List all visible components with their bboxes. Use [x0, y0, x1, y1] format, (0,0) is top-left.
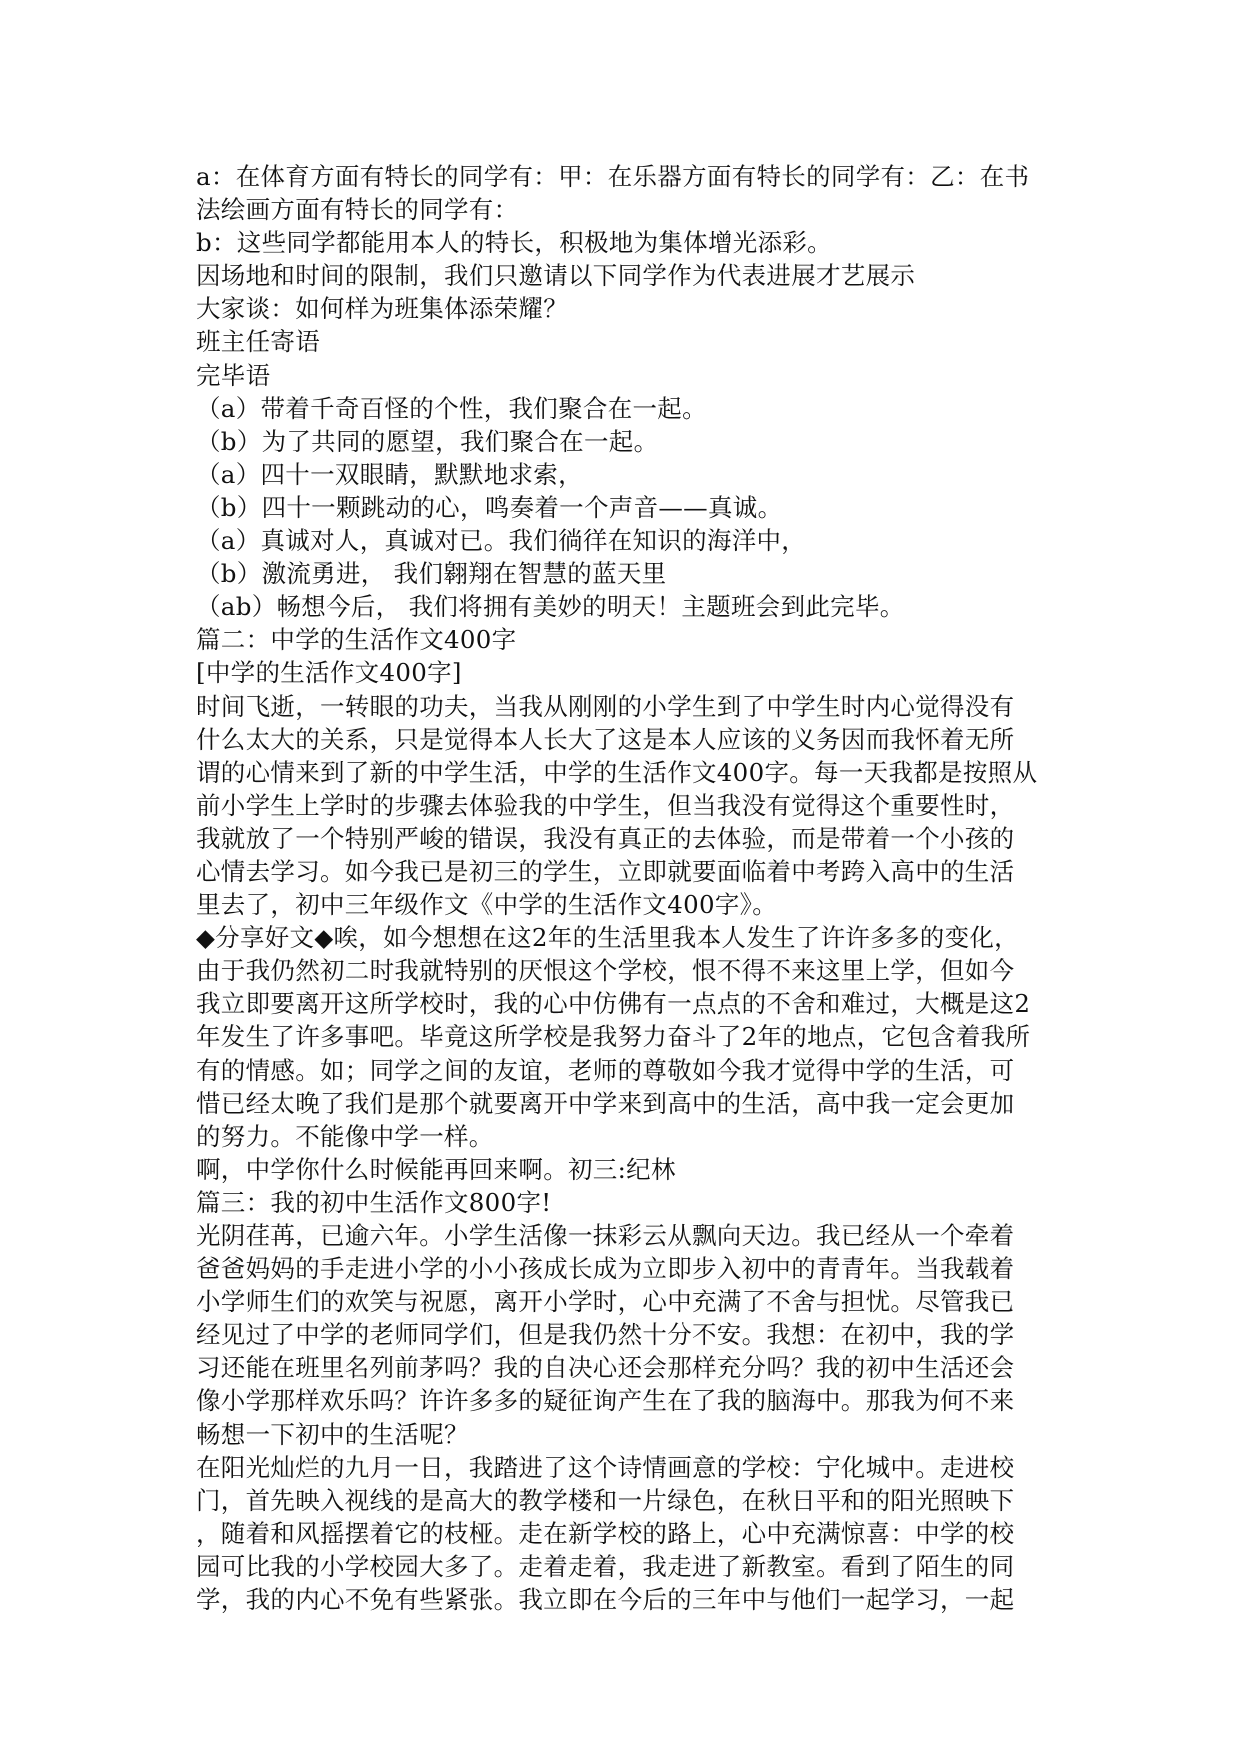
text-line: a：在体育方面有特长的同学有：甲：在乐器方面有特长的同学有：乙：在书 — [196, 162, 1030, 191]
text-line: 有的情感。如；同学之间的友谊，老师的尊敬如今我才觉得中学的生活，可 — [196, 1055, 1015, 1085]
text-line: 大家谈：如何样为班集体添荣耀？ — [196, 294, 568, 324]
text-line: 爸爸妈妈的手走进小学的小小孩成长成为立即步入初中的青青年。当我载着 — [196, 1254, 1015, 1284]
text-line: （a）真诚对人，真诚对已。我们徜徉在知识的海洋中， — [196, 526, 807, 556]
text-line: 惜已经太晚了我们是那个就要离开中学来到高中的生活，高中我一定会更加 — [196, 1088, 1015, 1118]
text-line: 时间飞逝，一转眼的功夫，当我从刚刚的小学生到了中学生时内心觉得没有 — [196, 691, 1015, 721]
text-line: 什么太大的关系，只是觉得本人长大了这是本人应该的义务因而我怀着无所 — [196, 724, 1015, 754]
text-line: 年发生了许多事吧。毕竟这所学校是我努力奋斗了2年的地点，它包含着我所 — [196, 1022, 1031, 1052]
text-line: 像小学那样欢乐吗？许许多多的疑征询产生在了我的脑海中。那我为何不来 — [196, 1386, 1015, 1416]
text-line: 谓的心情来到了新的中学生活，中学的生活作文400字。每一天我都是按照从 — [196, 757, 1038, 787]
text-line: 园可比我的小学校园大多了。走着走着，我走进了新教室。看到了陌生的同 — [196, 1551, 1015, 1581]
text-line: 畅想一下初中的生活呢？ — [196, 1419, 469, 1449]
text-line: 的努力。不能像中学一样。 — [196, 1121, 494, 1151]
text-line: b：这些同学都能用本人的特长，积极地为集体增光添彩。 — [196, 228, 832, 258]
text-line: 前小学生上学时的步骤去体验我的中学生，但当我没有觉得这个重要性时， — [196, 790, 1015, 820]
text-line: 光阴荏苒，已逾六年。小学生活像一抹彩云从飘向天边。我已经从一个牵着 — [196, 1221, 1015, 1250]
text-line: 门，首先映入视线的是高大的教学楼和一片绿色，在秋日平和的阳光照映下 — [196, 1485, 1015, 1515]
text-line: （b）激流勇进， 我们翱翔在智慧的蓝天里 — [196, 559, 667, 589]
text-line: ◆分享好文◆唉，如今想想在这2年的生活里我本人发生了许许多多的变化， — [196, 923, 1019, 953]
text-line: （b）四十一颗跳动的心，鸣奏着一个声音——真诚。 — [196, 492, 783, 522]
text-line: 我就放了一个特别严峻的错误，我没有真正的去体验，而是带着一个小孩的 — [196, 823, 1015, 853]
text-line: 小学师生们的欢笑与祝愿，离开小学时，心中充满了不舍与担忧。尽管我已 — [196, 1287, 1015, 1317]
text-line: ，随着和风摇摆着它的枝桠。走在新学校的路上，心中充满惊喜：中学的校 — [196, 1518, 1015, 1548]
text-line: 心情去学习。如今我已是初三的学生，立即就要面临着中考跨入高中的生活 — [196, 856, 1015, 886]
text-line: 啊，中学你什么时候能再回来啊。初三:纪林 — [196, 1154, 676, 1184]
section-heading: 篇三：我的初中生活作文800字! — [196, 1187, 552, 1217]
section-heading: 完毕语 — [196, 360, 271, 390]
text-line: 法绘画方面有特长的同学有： — [196, 195, 519, 225]
text-line: 因场地和时间的限制，我们只邀请以下同学作为代表进展才艺展示 — [196, 261, 916, 291]
text-line: 经见过了中学的老师同学们，但是我仍然十分不安。我想：在初中，我的学 — [196, 1320, 1015, 1350]
section-subtitle: [中学的生活作文400字] — [196, 658, 462, 688]
text-line: （a）四十一双眼睛，默默地求索， — [196, 459, 583, 489]
text-line: （a）带着千奇百怪的个性，我们聚合在一起。 — [196, 393, 707, 423]
text-line: 我立即要离开这所学校时，我的心中仿佛有一点点的不舍和难过，大概是这2 — [196, 989, 1031, 1019]
section-heading: 篇二：中学的生活作文400字 — [196, 625, 517, 655]
text-line: 学，我的内心不免有些紧张。我立即在今后的三年中与他们一起学习，一起 — [196, 1585, 1015, 1615]
section-heading: 班主任寄语 — [196, 327, 320, 357]
text-line: 里去了，初中三年级作文《中学的生活作文400字》。 — [196, 890, 778, 920]
text-line: 由于我仍然初二时我就特别的厌恨这个学校，恨不得不来这里上学，但如今 — [196, 956, 1015, 986]
text-line: （b）为了共同的愿望，我们聚合在一起。 — [196, 426, 659, 456]
text-line: （ab）畅想今后， 我们将拥有美妙的明天！主题班会到此完毕。 — [196, 592, 905, 622]
text-line: 习还能在班里名列前茅吗？我的自决心还会那样充分吗？我的初中生活还会 — [196, 1353, 1015, 1383]
document-body — [196, 160, 1056, 1616]
text-line: 在阳光灿烂的九月一日，我踏进了这个诗情画意的学校：宁化城中。走进校 — [196, 1452, 1015, 1482]
